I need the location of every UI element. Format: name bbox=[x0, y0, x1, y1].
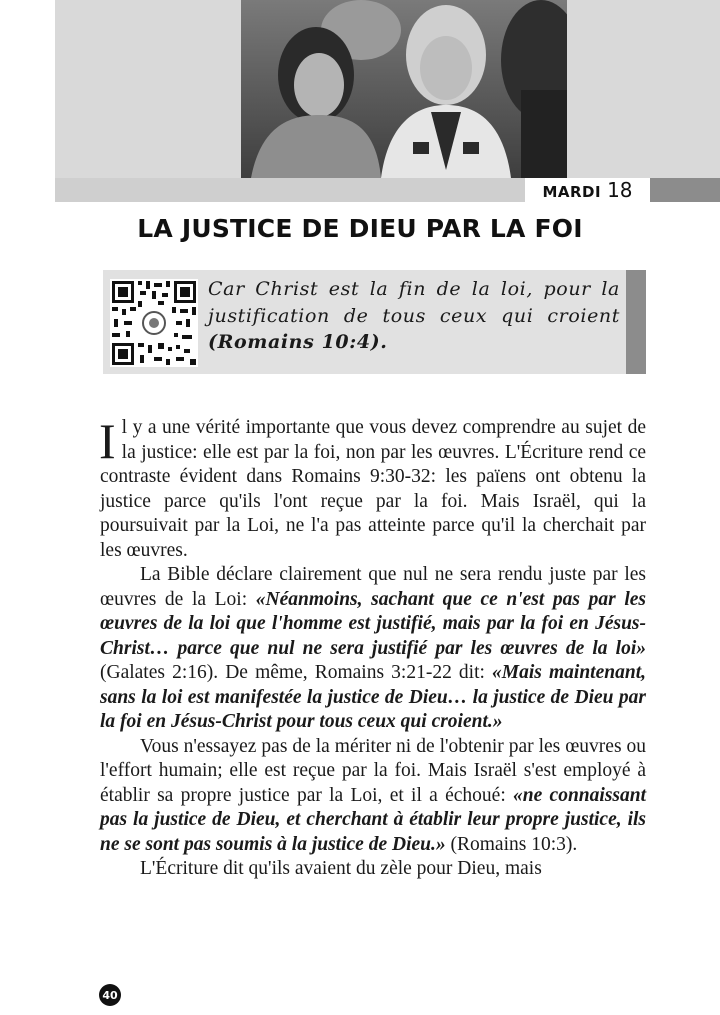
paragraph-4-text: L'Écriture dit qu'ils avaient du zèle pour Dieu, mais bbox=[140, 858, 542, 879]
paragraph-2-text-b: (Galates 2:16). De même, Romains 3:21-22 dit: bbox=[100, 662, 493, 683]
page-title: LA JUSTICE DE DIEU PAR LA FOI bbox=[137, 214, 583, 243]
day-number: 18 bbox=[607, 178, 633, 202]
verse-text: Car Christ est la fin de la loi, pour la justification de tous ceux qui croient bbox=[208, 278, 620, 327]
paragraph-3-text: Vous n'essayez pas de la mériter ni de l'obtenir par les œuvres ou l'effort humain; elle est reçue par la foi. Mais Israël s'est employé à établir sa propre justice par la Loi, et il a échoué: bbox=[100, 735, 646, 806]
date-label bbox=[525, 178, 650, 202]
paragraph-3-text-b: (Romains 10:3). bbox=[445, 833, 578, 855]
verse-box-accent bbox=[626, 270, 646, 374]
scripture-quote-galates: «Néanmoins, sachant que ce n'est pas par les œuvres de la loi que l'homme est justifié, mais par la foi en Jésus-Christ… parce que nul ne sera justifié par les œuvres de la loi» bbox=[100, 588, 647, 659]
paragraph-3 bbox=[100, 735, 646, 858]
day-header bbox=[55, 178, 720, 202]
paragraph-1-text: l y a une vérité importante que vous devez comprendre au sujet de la justice: elle est par la foi, non par les œuvres. L'Écriture rend ce contraste évident dans Romains 9:30-32: les païens ont obtenu la justice parce qu'ils l'ont reçue par la foi. Mais Israël, qui la poursuivait par la Loi, ne l'a pas atteinte parce qu'il la cherchait par les œuvres. bbox=[100, 417, 646, 561]
page-number: 40 bbox=[99, 984, 121, 1006]
day-header-accent bbox=[650, 178, 720, 202]
paragraph-2-text: La Bible déclare clairement que nul ne sera rendu juste par les œuvres de la Loi: bbox=[100, 564, 646, 610]
paragraph-1 bbox=[99, 413, 646, 563]
paragraph-4 bbox=[100, 857, 646, 882]
devotional-body bbox=[99, 413, 647, 882]
verse-reference: (Romains 10:4). bbox=[208, 331, 388, 353]
paragraph-2 bbox=[100, 563, 646, 735]
day-header-bar bbox=[55, 178, 525, 202]
scripture-quote-romains-10: «ne connaissant pas la justice de Dieu, et cherchant à établir leur propre justice, ils ne se sont pas soumis à la justice de Dieu.» bbox=[100, 784, 647, 855]
day-name: MARDI bbox=[542, 183, 602, 201]
header-photo bbox=[241, 0, 567, 178]
verse-quote bbox=[208, 276, 620, 356]
drop-cap: I bbox=[99, 413, 116, 469]
scripture-quote-romains-3: «Mais maintenant, sans la loi est manifestée la justice de Dieu… la justice de Dieu par la foi en Jésus-Christ pour tous ceux qui croient.» bbox=[100, 662, 646, 732]
qr-code-icon[interactable] bbox=[110, 279, 198, 367]
